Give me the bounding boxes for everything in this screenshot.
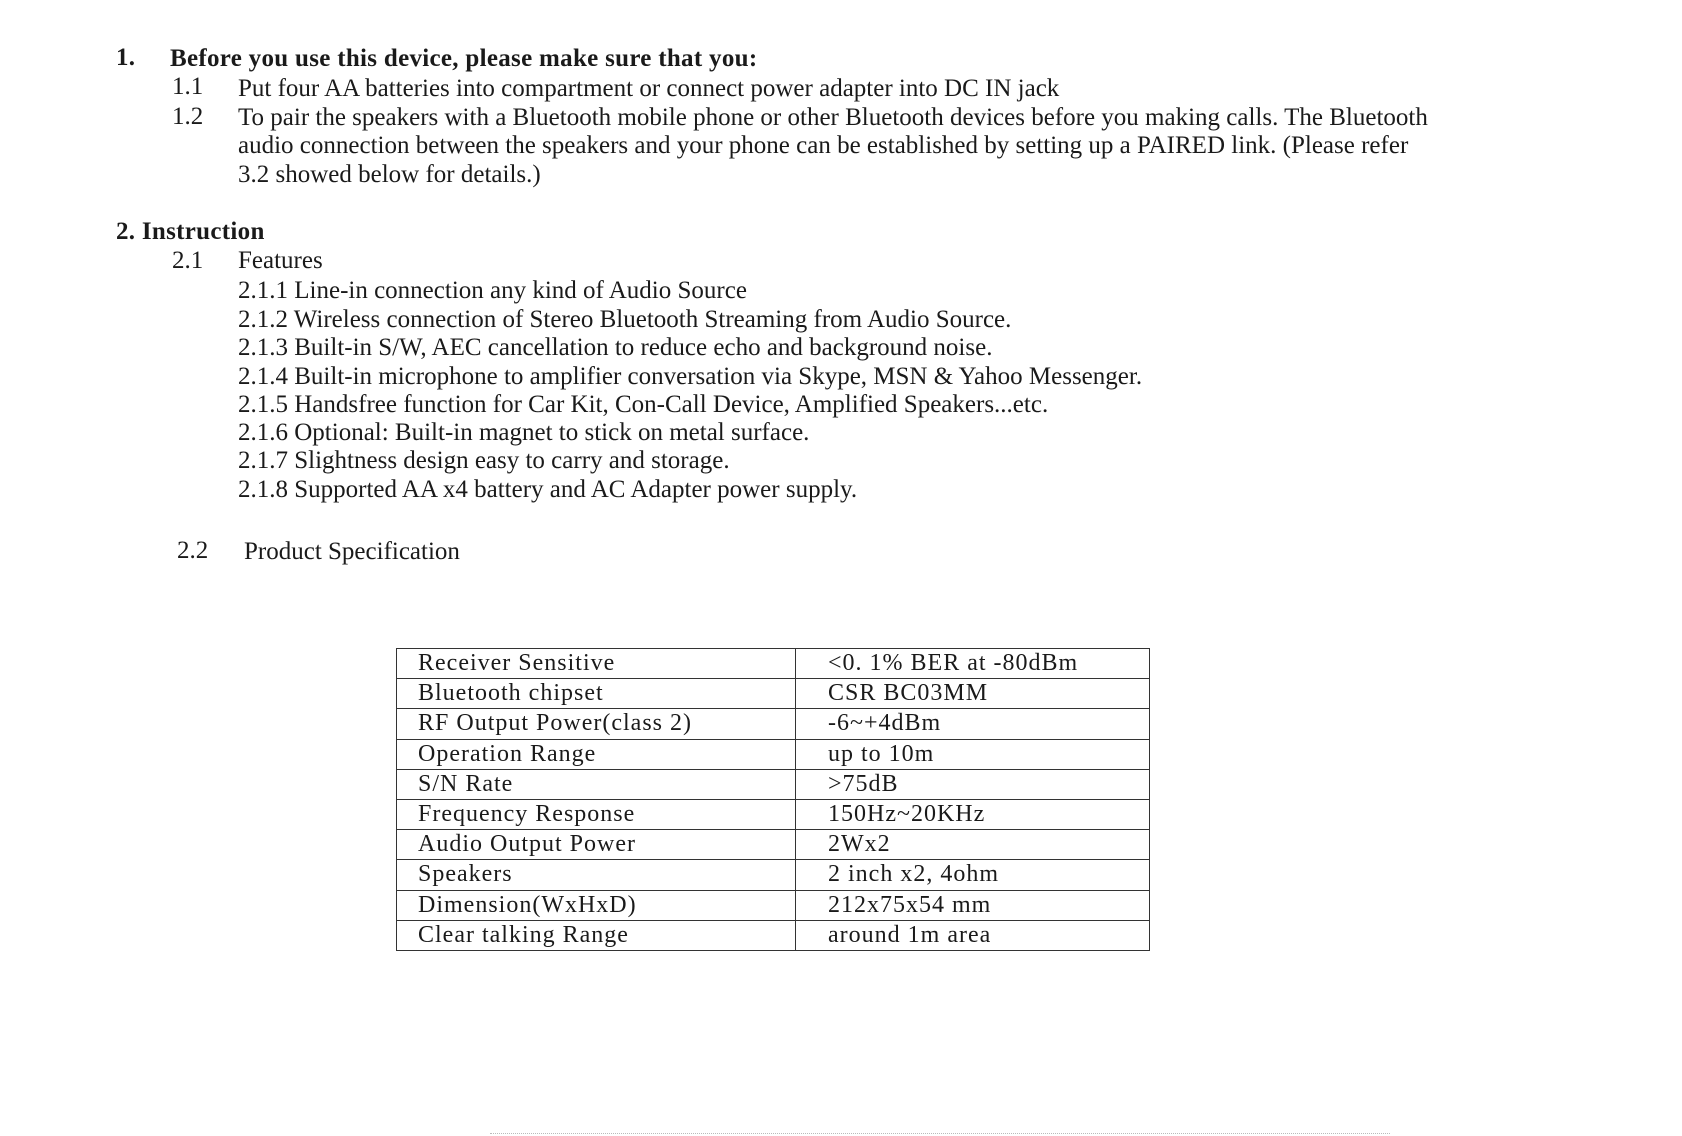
section1-heading: Before you use this device, please make sure that you: xyxy=(170,45,758,72)
spec-value: 2Wx2 xyxy=(796,830,1150,860)
feature-item: 2.1.7 Slightness design easy to carry and storage. xyxy=(238,447,730,474)
feature-item: 2.1.8 Supported AA x4 battery and AC Adapter power supply. xyxy=(238,476,858,503)
spec-label: Frequency Response xyxy=(397,799,796,829)
spec-value: >75dB xyxy=(796,769,1150,799)
features-number: 2.1 xyxy=(172,247,204,274)
spec-value: -6~+4dBm xyxy=(796,709,1150,739)
spec-table xyxy=(396,648,1150,951)
spec-value: 212x75x54 mm xyxy=(796,890,1150,920)
spec-value: CSR BC03MM xyxy=(796,679,1150,709)
spec-label: S/N Rate xyxy=(397,769,796,799)
table-row xyxy=(397,799,1150,829)
item-1-2-number: 1.2 xyxy=(172,103,204,130)
spec-label: Clear talking Range xyxy=(397,920,796,950)
table-row xyxy=(397,739,1150,769)
table-row xyxy=(397,769,1150,799)
section2-heading: 2. Instruction xyxy=(116,218,265,245)
spec-number: 2.2 xyxy=(177,537,209,564)
spec-value: up to 10m xyxy=(796,739,1150,769)
scan-artifact-line xyxy=(490,1133,1390,1135)
spec-value: <0. 1% BER at -80dBm xyxy=(796,649,1150,679)
item-1-2-line-2: audio connection between the speakers and your phone can be established by setting up a PAIRED link. (Please refer xyxy=(238,132,1409,159)
spec-label: Bluetooth chipset xyxy=(397,679,796,709)
feature-item: 2.1.2 Wireless connection of Stereo Bluetooth Streaming from Audio Source. xyxy=(238,306,1012,333)
item-1-2-line-1: To pair the speakers with a Bluetooth mobile phone or other Bluetooth devices before you making calls. The Bluetooth xyxy=(238,104,1428,131)
table-row xyxy=(397,709,1150,739)
spec-label: Audio Output Power xyxy=(397,830,796,860)
spec-label: Dimension(WxHxD) xyxy=(397,890,796,920)
feature-item: 2.1.5 Handsfree function for Car Kit, Con-Call Device, Amplified Speakers...etc. xyxy=(238,391,1049,418)
spec-value: around 1m area xyxy=(796,920,1150,950)
spec-title: Product Specification xyxy=(244,538,460,565)
spec-label: Operation Range xyxy=(397,739,796,769)
item-1-1-number: 1.1 xyxy=(172,73,204,100)
feature-item: 2.1.6 Optional: Built-in magnet to stick on metal surface. xyxy=(238,419,810,446)
feature-item: 2.1.4 Built-in microphone to amplifier conversation via Skype, MSN & Yahoo Messenger. xyxy=(238,363,1143,390)
table-row xyxy=(397,890,1150,920)
item-1-2-line-3: 3.2 showed below for details.) xyxy=(238,161,541,188)
table-row xyxy=(397,830,1150,860)
spec-value: 150Hz~20KHz xyxy=(796,799,1150,829)
item-1-1-text: Put four AA batteries into compartment or connect power adapter into DC IN jack xyxy=(238,75,1060,102)
table-row xyxy=(397,679,1150,709)
feature-item: 2.1.1 Line-in connection any kind of Audio Source xyxy=(238,277,747,304)
feature-item: 2.1.3 Built-in S/W, AEC cancellation to reduce echo and background noise. xyxy=(238,334,993,361)
spec-label: Speakers xyxy=(397,860,796,890)
table-row xyxy=(397,649,1150,679)
spec-value: 2 inch x2, 4ohm xyxy=(796,860,1150,890)
spec-label: Receiver Sensitive xyxy=(397,649,796,679)
section1-number: 1. xyxy=(116,44,136,71)
table-row xyxy=(397,920,1150,950)
spec-label: RF Output Power(class 2) xyxy=(397,709,796,739)
features-title: Features xyxy=(238,247,323,274)
table-row xyxy=(397,860,1150,890)
